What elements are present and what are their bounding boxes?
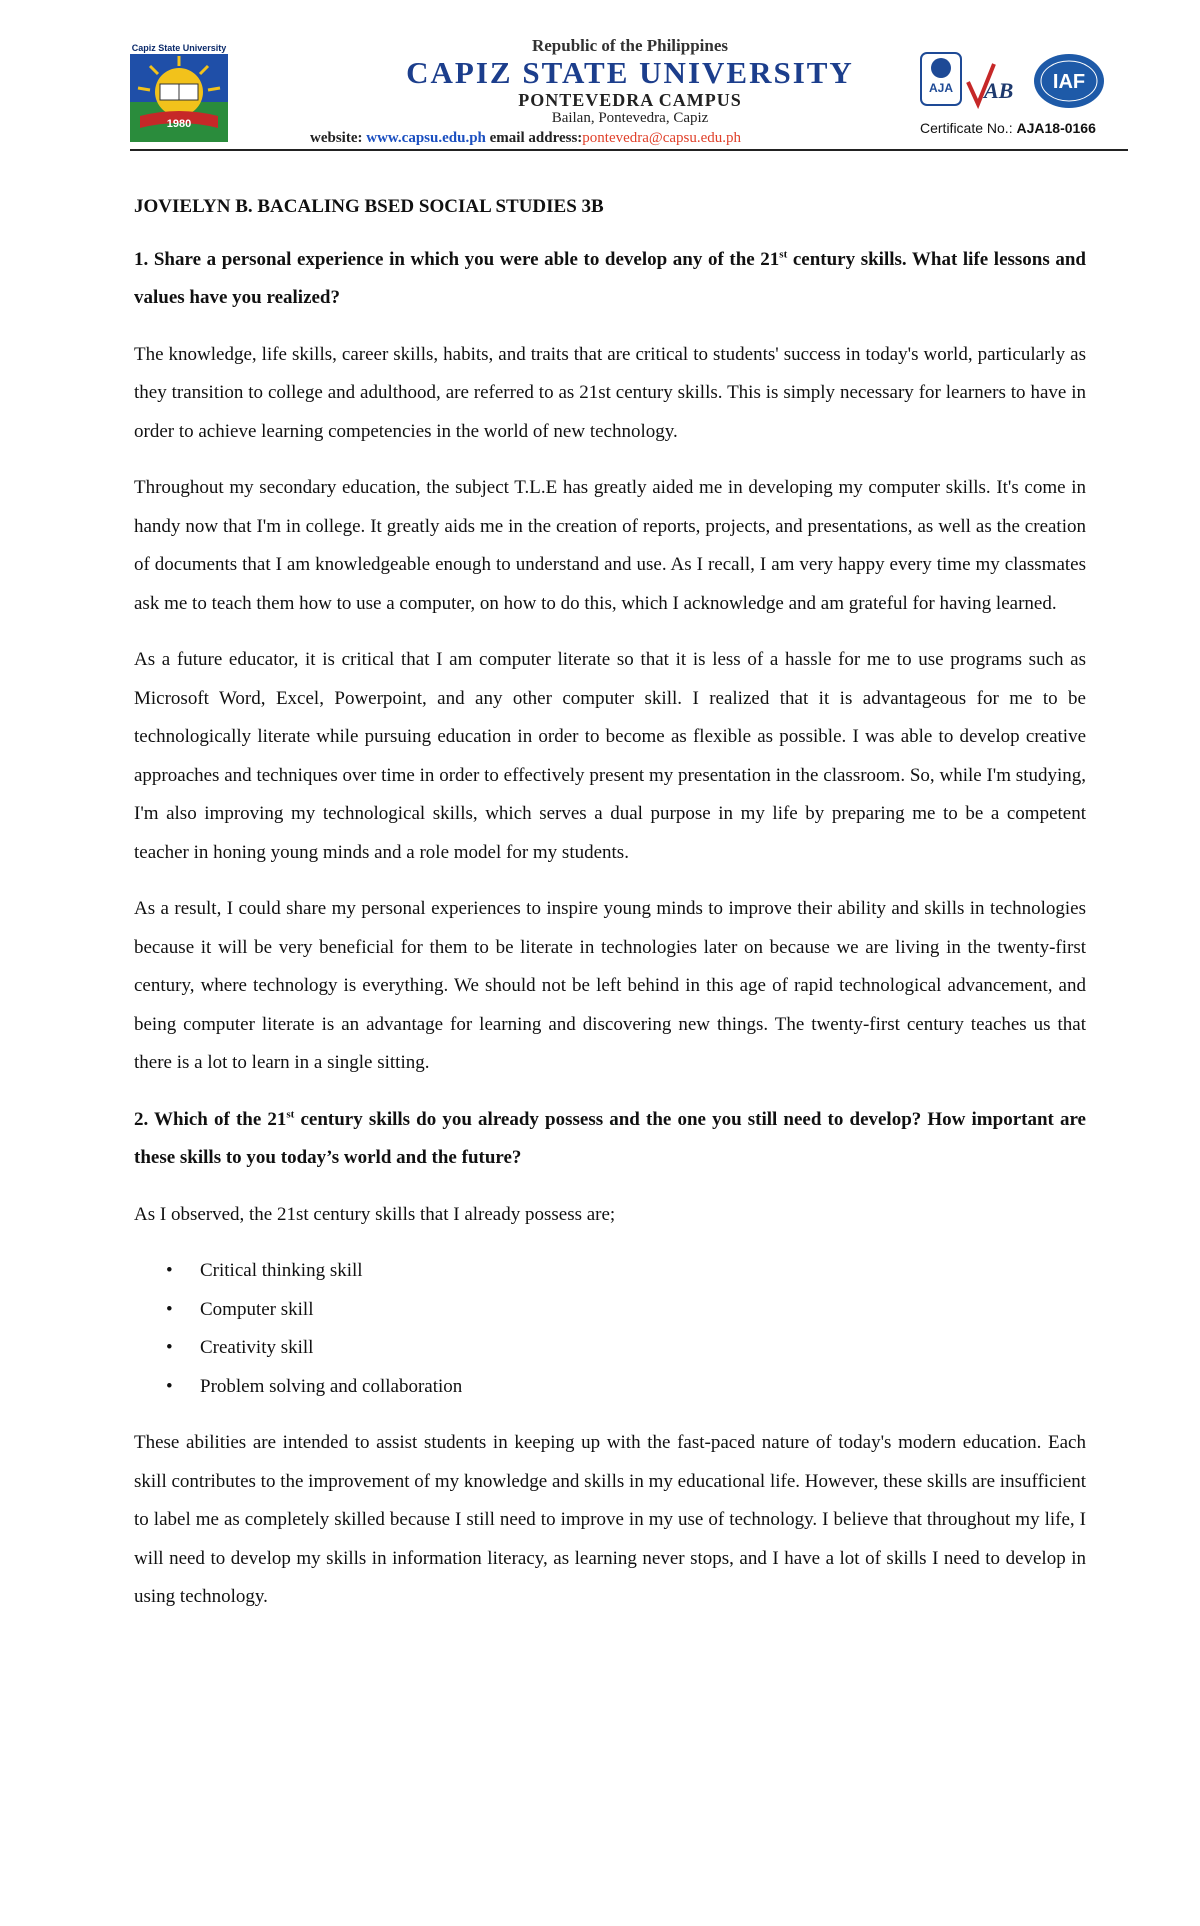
document-body: [134, 188, 1086, 1635]
campus-address: Bailan, Pontevedra, Capiz: [551, 110, 709, 126]
ab-mark-icon: [964, 60, 1014, 110]
skill-label: Creativity skill: [200, 1337, 314, 1358]
q2-text-start: 2. Which of the 21: [134, 1108, 287, 1130]
list-item: [134, 1252, 1086, 1291]
list-item: [134, 1368, 1086, 1407]
bullet-icon: •: [166, 1260, 173, 1281]
q1-paragraph-4: As a result, I could share my personal experiences to inspire young minds to improve their ability and skills in technologies because it will be very beneficial for them to be literate in technologies later on because we are living in the twenty-first century, where technology is everything. We should not be left behind in this age of rapid technological advancement, and being computer literate is an advantage for learning and discovering new things. The twenty-first century teaches us that there is a lot to learn in a single sitting.: [134, 898, 1086, 1073]
website-link[interactable]: www.capsu.edu.ph: [366, 130, 486, 146]
certificate-value: AJA18-0166: [1016, 120, 1096, 136]
campus-name: PONTEVEDRA CAMPUS: [518, 90, 742, 110]
q2-closing-paragraph: These abilities are intended to assist students in keeping up with the fast-paced nature of today's modern education. Each skill contributes to the improvement of my knowledge and skills in my educational life. However, these skills are insufficient to label me as completely skilled because I still need to improve in my use of technology. I believe that throughout my life, I will need to develop my skills in information literacy, as learning never stops, and I have a lot of skills I need to develop in using technology.: [134, 1432, 1086, 1607]
list-item: [134, 1329, 1086, 1368]
q1-paragraph-1: The knowledge, life skills, career skills, habits, and traits that are critical to students' success in today's world, particularly as they transition to college and adulthood, are referred to as 21st century skills. This is simply necessary for learners to have in order to achieve learning competencies in the world of new technology.: [134, 343, 1086, 442]
question-1: [134, 241, 1086, 318]
email-label: email address:: [489, 130, 583, 146]
university-logo: [130, 42, 228, 142]
republic-line: Republic of the Philippines: [531, 36, 728, 55]
q2-intro: As I observed, the 21st century skills that I already possess are;: [134, 1203, 616, 1225]
iaf-text: IAF: [1052, 71, 1086, 93]
q1-text-start: 1. Share a personal experience in which you were able to develop any of the 21: [134, 248, 780, 270]
skills-list: [134, 1252, 1086, 1406]
logo-year: 1980: [166, 118, 192, 130]
university-name: CAPIZ STATE UNIVERSITY: [406, 55, 854, 90]
skill-label: Problem solving and collaboration: [200, 1375, 463, 1397]
author-line: JOVIELYN B. BACALING BSED SOCIAL STUDIES 3B: [134, 196, 604, 217]
certificate-label: Certificate No.:: [920, 120, 1013, 136]
logo-title: Capiz State University: [131, 43, 227, 53]
iaf-badge-icon: [1032, 52, 1106, 110]
q1-paragraph-2: Throughout my secondary education, the subject T.L.E has greatly aided me in developing my computer skills. It's come in handy now that I'm in college. It greatly aids me in the creation of reports, projects, and presentations, as well as the creation of documents that I am knowledgeable enough to understand and use. As I recall, I am very happy every time my classmates ask me to teach them how to use a computer, on how to do this, which I acknowledge and am grateful for having learned.: [134, 477, 1086, 614]
certification-area: [920, 52, 1130, 152]
aja-text: AJA: [928, 81, 954, 95]
q2-text-end: century skills do you already possess and the one you still need to develop? How important are these skills to you today’s world and the future?: [134, 1108, 1086, 1168]
bullet-icon: •: [166, 1298, 173, 1320]
q1-paragraph-3: As a future educator, it is critical that I am computer literate so that it is less of a hassle for me to use programs such as Microsoft Word, Excel, Powerpoint, and any other computer skill. I realized that it is advantageous for me to be technologically literate while pursuing education in order to become as flexible as possible. I was able to develop creative approaches and techniques over time in order to effectively present my presentation in the classroom. So, while I'm studying, I'm also improving my technological skills, which serves a dual purpose in my life by preparing me to be a competent teacher in honing young minds and a role model for my students.: [134, 649, 1086, 863]
aja-badge-icon: [920, 52, 962, 106]
skill-label: Critical thinking skill: [200, 1260, 363, 1281]
certificate-number: [920, 120, 1130, 136]
letterhead: [130, 36, 1130, 152]
ab-text: AB: [984, 78, 1014, 103]
skill-label: Computer skill: [200, 1298, 314, 1320]
bullet-icon: •: [166, 1375, 173, 1397]
email-link[interactable]: pontevedra@capsu.edu.ph: [582, 130, 742, 146]
question-2: [134, 1101, 1086, 1178]
bullet-icon: •: [166, 1337, 173, 1358]
q1-text-end: century skills. What life lessons and values have you realized?: [134, 248, 1086, 308]
website-label: website:: [310, 130, 363, 146]
q2-superscript: st: [286, 1108, 295, 1121]
letterhead-divider: [130, 149, 1128, 151]
q1-superscript: st: [779, 248, 788, 261]
list-item: [134, 1291, 1086, 1330]
contact-line: [310, 129, 950, 147]
letterhead-text: [310, 36, 950, 146]
